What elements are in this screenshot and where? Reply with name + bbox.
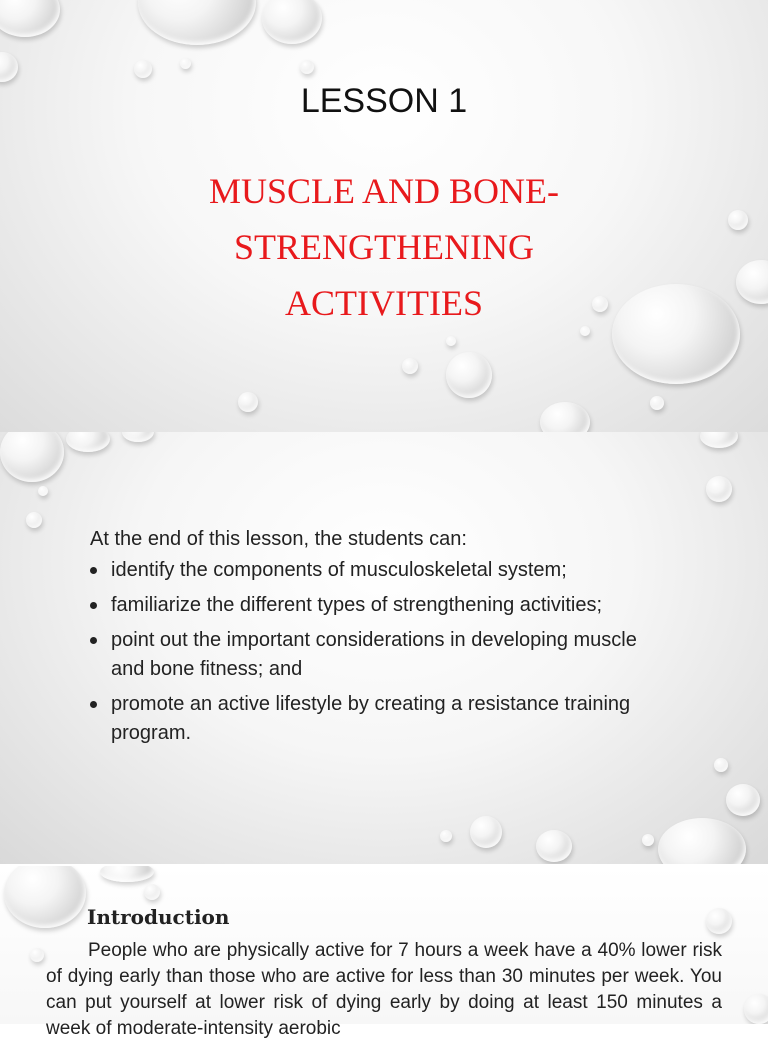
water-drop-decoration [138, 0, 256, 45]
bullet-icon [90, 602, 97, 609]
water-drop-decoration [446, 352, 492, 398]
water-drop-decoration [38, 486, 48, 496]
lesson-title-line: STRENGTHENING [234, 227, 534, 267]
water-drop-decoration [30, 948, 44, 962]
bullet-icon [90, 567, 97, 574]
water-drop-decoration [262, 0, 322, 44]
lesson-title-line: ACTIVITIES [285, 283, 483, 323]
lesson-title-line: MUSCLE AND BONE- [208, 171, 559, 211]
water-drop-decoration [470, 816, 502, 848]
outcome-text: familiarize the different types of strengthening activities; [111, 594, 602, 616]
water-drop-decoration [706, 476, 732, 502]
water-drop-decoration [446, 336, 456, 346]
water-drop-decoration [144, 884, 160, 900]
water-drop-decoration [642, 834, 654, 846]
list-item [88, 690, 648, 748]
water-drop-decoration [402, 358, 418, 374]
water-drop-decoration [658, 818, 746, 864]
water-drop-decoration [728, 210, 748, 230]
lesson-title [170, 163, 598, 331]
water-drop-decoration [0, 52, 18, 82]
water-drop-decoration [726, 784, 760, 816]
water-drop-decoration [134, 60, 152, 78]
title-slide [0, 0, 768, 432]
bullet-icon [90, 637, 97, 644]
outcome-text: promote an active lifestyle by creating a resistance training program. [111, 693, 631, 744]
water-drop-decoration [536, 830, 572, 862]
water-drop-decoration [650, 396, 664, 410]
water-drop-decoration [540, 402, 590, 432]
water-drop-decoration [238, 392, 258, 412]
water-drop-decoration [300, 60, 314, 74]
water-drop-decoration [0, 0, 60, 37]
lesson-number: LESSON 1 [300, 82, 468, 120]
water-drop-decoration [26, 512, 42, 528]
water-drop-decoration [180, 58, 191, 69]
bullet-icon [90, 701, 97, 708]
water-drop-decoration [700, 432, 738, 448]
outcomes-intro-text: At the end of this lesson, the students can: [90, 528, 467, 550]
outcome-text: point out the important considerations in developing muscle and bone fitness; and [111, 629, 637, 680]
water-drop-decoration [706, 908, 732, 934]
water-drop-decoration [0, 432, 64, 482]
introduction-paragraph: People who are physically active for 7 hours a week have a 40% lower risk of dying early than those who are active for less than 30 minutes per week. You can put yourself at lower risk of dying early by doing at least 150 minutes a week of moderate-intensity aerobic [46, 940, 722, 1039]
water-drop-decoration [744, 994, 768, 1024]
outcomes-list [88, 556, 648, 754]
introduction-heading: Introduction [87, 905, 230, 929]
water-drop-decoration [714, 758, 728, 772]
outcome-text: identify the components of musculoskeletal system; [111, 559, 567, 581]
list-item [88, 591, 648, 620]
list-item [88, 556, 648, 585]
list-item [88, 626, 648, 684]
water-drop-decoration [100, 866, 154, 882]
water-drop-decoration [736, 260, 768, 304]
water-drop-decoration [612, 284, 740, 384]
water-drop-decoration [66, 432, 110, 452]
water-drop-decoration [122, 432, 154, 442]
water-drop-decoration [4, 866, 86, 928]
water-drop-decoration [440, 830, 452, 842]
